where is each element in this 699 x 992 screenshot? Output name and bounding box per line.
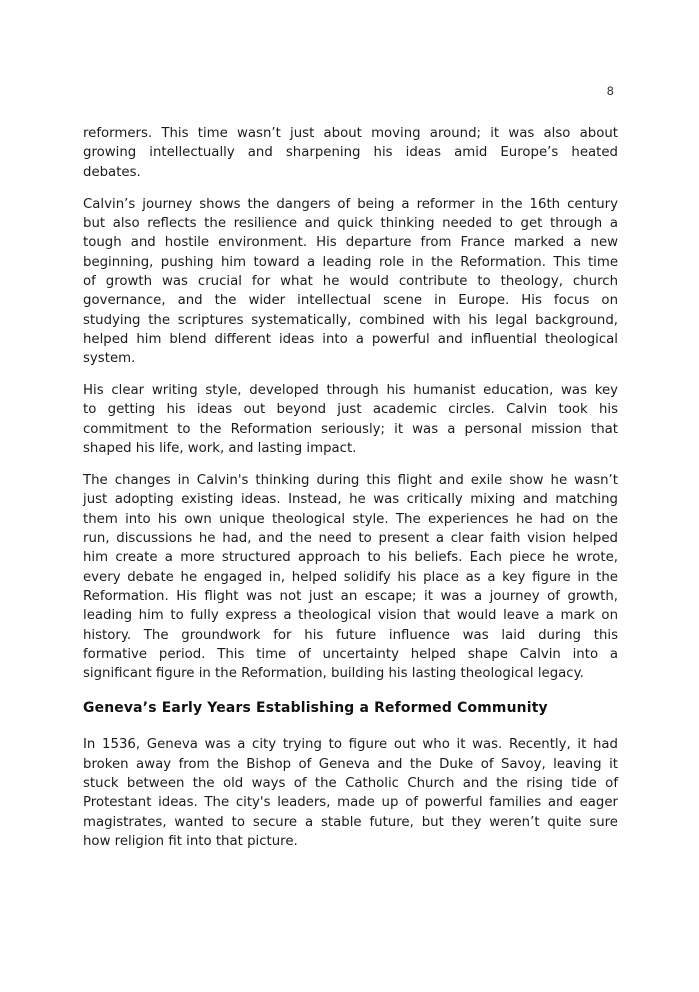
text-line: shaped his life, work, and lasting impact. (83, 441, 357, 457)
text-line: Protestant ideas. The city's leaders, made up of powerful families and eager (83, 795, 618, 811)
text-line: significant figure in the Reformation, building his lasting theological legacy. (83, 666, 584, 682)
text-line: reformers. This time wasn’t just about moving around; it was also about (83, 126, 618, 141)
paragraph (83, 381, 618, 458)
text-line: stuck between the old ways of the Catholic Church and the rising tide of (83, 775, 618, 791)
text-line: debates. (83, 164, 141, 180)
text-line: run, discussions he had, and the need to present a clear faith vision helped (83, 531, 618, 547)
text-line: broken away from the Bishop of Geneva and the Duke of Savoy, leaving it (83, 756, 618, 772)
text-line: The changes in Calvin's thinking during this flight and exile show he wasn’t (83, 473, 618, 488)
text-line: Reformation. His flight was not just an escape; it was a journey of growth, (83, 589, 618, 605)
text-line: In 1536, Geneva was a city trying to figure out who it was. Recently, it had (83, 737, 618, 753)
page-number: 8 (606, 84, 614, 98)
paragraph (83, 735, 618, 851)
text-line: every debate he engaged in, helped solidify his place as a key figure in the (83, 569, 618, 585)
text-line: history. The groundwork for his future influence was laid during this (83, 627, 618, 643)
text-line: of growth was crucial for what he would contribute to theology, church (83, 273, 618, 289)
paragraph (83, 195, 618, 369)
text-line: growing intellectually and sharpening his ideas amid Europe’s heated (83, 145, 618, 161)
text-line: beginning, pushing him toward a leading role in the Reformation. This time (83, 254, 618, 270)
text-line: but also reflects the resilience and quick thinking needed to get through a (83, 215, 618, 231)
text-line: to getting his ideas out beyond just academic circles. Calvin took his (83, 402, 618, 418)
text-line: him create a more structured approach to his beliefs. Each piece he wrote, (83, 550, 618, 566)
text-line: His clear writing style, developed through his humanist education, was key (83, 383, 618, 399)
section-heading: Geneva’s Early Years Establishing a Reformed Community (83, 699, 548, 716)
text-line: them into his own unique theological style. The experiences he had on the (83, 511, 618, 527)
paragraph (83, 471, 618, 684)
text-line: system. (83, 351, 136, 367)
text-line: commitment to the Reformation seriously; it was a personal mission that (83, 421, 618, 437)
text-line: just adopting existing ideas. Instead, he was critically mixing and matching (83, 492, 618, 508)
text-line: leading him to fully express a theological vision that would leave a mark on (83, 608, 618, 624)
text-line: tough and hostile environment. His departure from France marked a new (83, 235, 618, 251)
text-line: Calvin’s journey shows the dangers of being a reformer in the 16th century (83, 196, 618, 212)
paragraph (83, 124, 618, 182)
text-line: helped him blend different ideas into a powerful and influential theological (83, 331, 618, 347)
text-line: how religion fit into that picture. (83, 834, 298, 849)
text-line: magistrates, wanted to secure a stable future, but they weren’t quite sure (83, 814, 618, 830)
text-line: studying the scriptures systematically, combined with his legal background, (83, 312, 618, 328)
text-line: formative period. This time of uncertainty helped shape Calvin into a (83, 647, 618, 663)
page-content (83, 124, 618, 864)
page-header (83, 84, 614, 98)
text-line: governance, and the wider intellectual scene in Europe. His focus on (83, 293, 618, 309)
